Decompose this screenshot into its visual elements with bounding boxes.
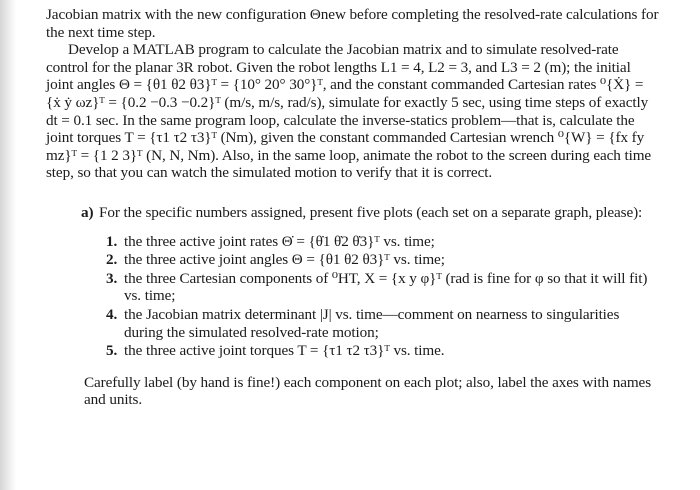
- list-number: 1.: [106, 232, 118, 250]
- list-item-text: the three active joint torques T = {τ1 τ2 τ3}ᵀ vs. time.: [124, 342, 445, 360]
- list-item-text: the three Cartesian components of ⁰HT, X = {x y φ}ᵀ (rad is fine for φ so that it will fit) vs. time;: [124, 269, 648, 305]
- part-a-text: For the specific numbers assigned, present five plots (each set on a separate graph, please):: [99, 203, 643, 221]
- list-item: [106, 233, 660, 251]
- list-number: 3.: [106, 269, 118, 287]
- list-item-text: the Jacobian matrix determinant |J| vs. time—comment on nearness to singularities during the simulated resolved-rate motion;: [124, 305, 620, 341]
- list-item: [106, 342, 660, 360]
- list-number: 2.: [106, 251, 118, 269]
- part-a: [81, 204, 660, 222]
- plot-list: [106, 233, 660, 360]
- problem-text: [46, 6, 660, 409]
- list-item: [106, 306, 660, 341]
- list-item-text: the three active joint angles Θ = {θ1 θ2 θ3}ᵀ vs. time;: [124, 251, 445, 269]
- list-number: 4.: [106, 305, 118, 323]
- part-a-label: a): [81, 203, 94, 221]
- intro-paragraph: Jacobian matrix with the new configuration Θnew before completing the resolved-rate calculations for the next time step.: [46, 6, 659, 41]
- list-number: 5.: [106, 342, 118, 360]
- task-paragraph: Develop a MATLAB program to calculate the Jacobian matrix and to simulate resolved-rate control for the planar 3R robot. Given the robot lengths L1 = 4, L2 = 3, and L3 = 2 (m); the initial joint angles Θ = {θ1 θ2 θ3}ᵀ = {10° 20° 30°}ᵀ, and the constant commanded Cartesian rates ⁰{Ẋ} = {ẋ ẏ ωz}ᵀ = {0.2 −0.3 −0.2}ᵀ (m/s, m/s, rad/s), simulate for exactly 5 sec, using time steps of exactly dt = 0.1 sec. In the same program loop, calculate the inverse-statics problem—that is, calculate the joint torques T = {τ1 τ2 τ3}ᵀ (Nm), given the constant commanded Cartesian wrench ⁰{W} = {fx fy mz}ᵀ = {1 2 3}ᵀ (N, N, Nm). Also, in the same loop, animate the robot to the screen during each time step, so that you can watch the simulated motion to verify that it is correct.: [46, 41, 652, 182]
- list-item: [106, 270, 660, 305]
- page-edge-shadow: [0, 0, 16, 490]
- list-item: [106, 251, 660, 269]
- closing-paragraph: Carefully label (by hand is fine!) each component on each plot; also, label the axes with names and units.: [84, 373, 652, 409]
- list-item-text: the three active joint rates Θ̇ = {θ̇1 θ̇2 θ̇3}ᵀ vs. time;: [124, 232, 435, 250]
